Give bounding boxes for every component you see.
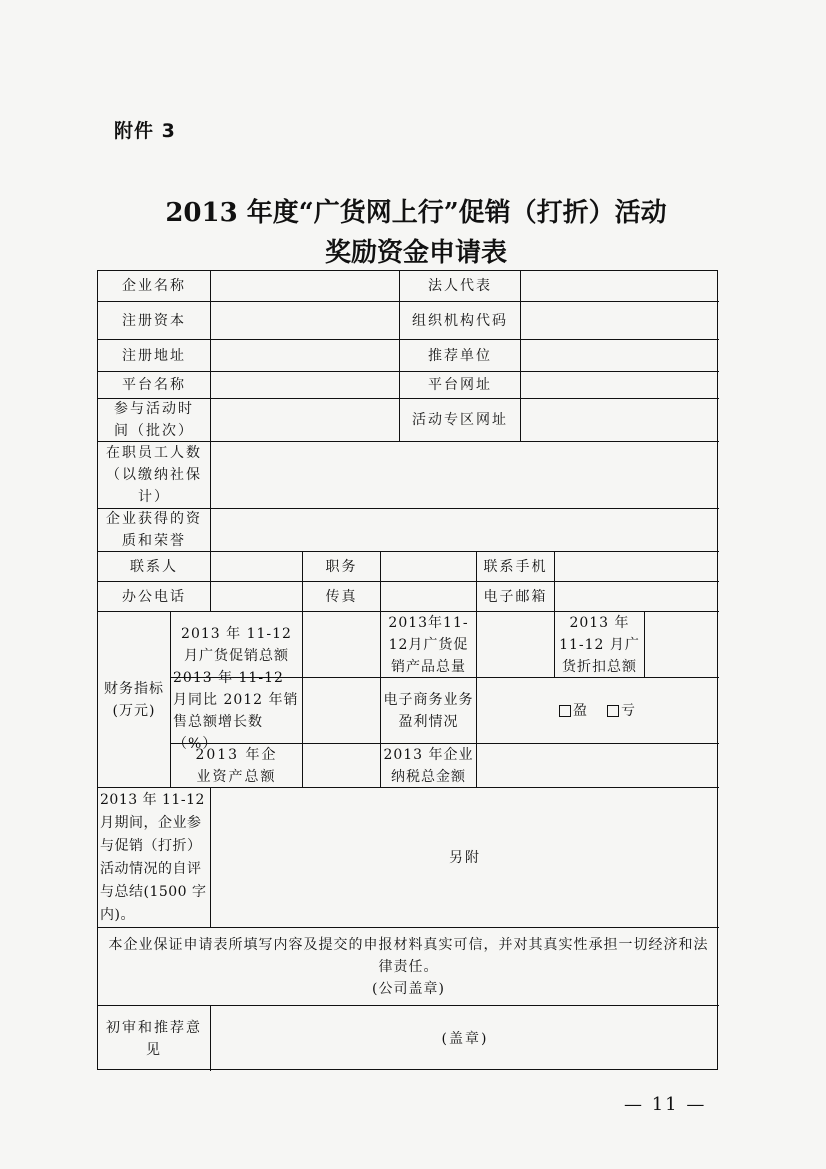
field-staff-count[interactable] (210, 441, 719, 508)
label-office-phone: 办公电话 (98, 581, 210, 611)
field-product-total[interactable] (476, 611, 554, 677)
label-growth: 2013 年 11-12 月同比 2012 年销售总额增长数（%） (170, 677, 302, 743)
label-discount-total: 2013 年 11-12 月广货折扣总额 (554, 611, 644, 677)
guarantee-text: 本企业保证申请表所填写内容及提交的申报材料真实可信，并对其真实性承担一切经济和法律责任。 (108, 936, 709, 975)
field-position[interactable] (380, 551, 476, 581)
label-recommender: 推荐单位 (399, 339, 520, 371)
field-growth[interactable] (302, 677, 380, 743)
label-tax-total: 2013 年企业纳税总金额 (380, 743, 476, 787)
label-qualifications: 企业获得的资质和荣誉 (98, 508, 210, 551)
field-recommender[interactable] (520, 339, 719, 371)
label-legal-rep: 法人代表 (399, 271, 520, 301)
label-org-code: 组织机构代码 (399, 301, 520, 339)
field-activity-time[interactable] (210, 398, 399, 441)
field-org-code[interactable] (520, 301, 719, 339)
field-platform-name[interactable] (210, 371, 399, 398)
form-title-line-1: 2013 年度“广货网上行”促销（打折）活动 (165, 198, 667, 228)
field-platform-url[interactable] (520, 371, 719, 398)
field-legal-rep[interactable] (520, 271, 719, 301)
label-finance: 财务指标(万元) (98, 611, 170, 787)
attached-note: 另附 (449, 849, 481, 866)
company-seal-label: (公司盖章) (372, 980, 445, 997)
field-total-assets[interactable] (302, 743, 380, 787)
form-title-line-2: 奖励资金申请表 (324, 238, 507, 268)
label-staff-count: 在职员工人数（以缴纳社保计） (98, 441, 210, 508)
label-platform-name: 平台名称 (98, 371, 210, 398)
field-reg-address[interactable] (210, 339, 399, 371)
field-review-opinion[interactable] (210, 1005, 719, 1071)
field-activity-url[interactable] (520, 398, 719, 441)
profit-loss-options (476, 677, 719, 743)
label-mobile: 联系手机 (476, 551, 554, 581)
field-discount-total[interactable] (644, 611, 719, 677)
field-office-phone[interactable] (210, 581, 302, 611)
label-platform-url: 平台网址 (399, 371, 520, 398)
label-activity-time: 参与活动时间（批次） (98, 398, 210, 441)
guarantee-statement (98, 927, 719, 1005)
field-qualifications[interactable] (210, 508, 719, 551)
field-self-evaluation[interactable] (210, 787, 719, 927)
label-position: 职务 (302, 551, 380, 581)
label-company-name: 企业名称 (122, 278, 186, 294)
label-product-total: 2013年11-12月广货促销产品总量 (380, 611, 476, 677)
label-contact-person: 联系人 (98, 551, 210, 581)
field-email[interactable] (554, 581, 719, 611)
label-sales-total: 2013 年 11-12 月广货促销总额 (170, 611, 302, 677)
field-contact-person[interactable] (210, 551, 302, 581)
attachment-label: 附件 3 (114, 120, 176, 142)
field-tax-total[interactable] (476, 743, 719, 787)
label-ecommerce-profit: 电子商务业务盈利情况 (380, 677, 476, 743)
field-reg-capital[interactable] (210, 301, 399, 339)
seal-label: (盖章) (441, 1030, 489, 1047)
label-reg-address: 注册地址 (98, 339, 210, 371)
field-sales-total[interactable] (302, 611, 380, 677)
label-self-evaluation: 2013 年 11-12 月期间，企业参与促销（打折）活动情况的自评与总结(1500 字内)。 (98, 787, 210, 927)
field-mobile[interactable] (554, 551, 719, 581)
label-review-opinion: 初审和推荐意见 (98, 1005, 210, 1071)
page-number: — 11 — (624, 1094, 707, 1115)
application-form-table (97, 270, 718, 1070)
loss-checkbox[interactable]: 亏 (607, 700, 637, 722)
label-fax: 传真 (302, 581, 380, 611)
label-email: 电子邮箱 (476, 581, 554, 611)
profit-checkbox[interactable]: 盈 (559, 700, 589, 722)
label-reg-capital: 注册资本 (98, 301, 210, 339)
field-fax[interactable] (380, 581, 476, 611)
field-company-name[interactable] (210, 271, 399, 301)
label-activity-url: 活动专区网址 (399, 398, 520, 441)
label-total-assets: 2013 年企业资产总额 (170, 743, 302, 787)
